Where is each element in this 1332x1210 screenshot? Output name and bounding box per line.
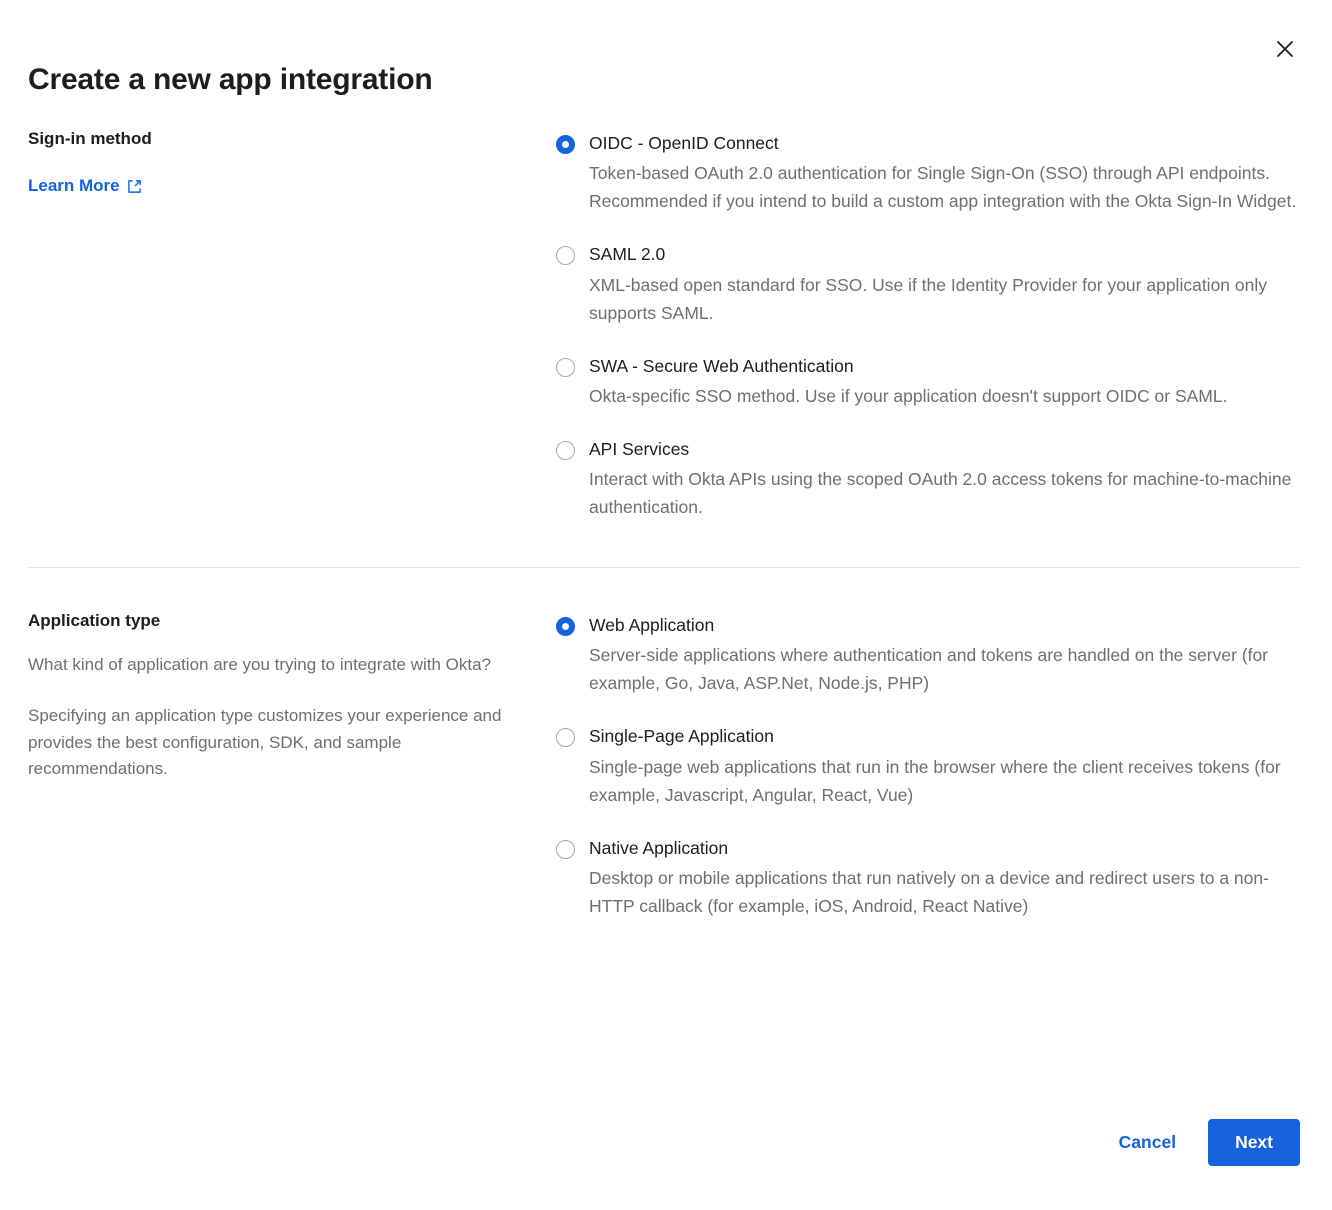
radio-option-title: OIDC - OpenID Connect	[589, 133, 779, 153]
radio-option-description: Desktop or mobile applications that run natively on a device and redirect users to a non-HTTP callback (for example, iOS, Android, React Native)	[589, 867, 1269, 916]
external-link-icon	[127, 179, 142, 194]
radio-option-swa[interactable]	[556, 353, 1300, 410]
application-type-section	[0, 610, 1332, 920]
radio-option-description: XML-based open standard for SSO. Use if the Identity Provider for your application only supports SAML.	[589, 274, 1267, 323]
radio-option-title: API Services	[589, 438, 690, 459]
cancel-button[interactable]: Cancel	[1115, 1124, 1180, 1161]
learn-more-label: Learn More	[28, 176, 120, 196]
application-type-label: Application type	[28, 611, 161, 630]
sign-in-method-section	[0, 128, 1332, 521]
application-type-info	[28, 610, 556, 920]
section-divider	[28, 567, 1300, 568]
application-type-options	[556, 610, 1300, 920]
radio-option-web-application[interactable]	[556, 612, 1300, 697]
radio-icon[interactable]	[556, 728, 575, 747]
application-type-description-2: Specifying an application type customizes your experience and provides the best configuration, SDK, and sample recommendations.	[28, 706, 502, 779]
radio-option-description: Single-page web applications that run in the browser where the client receives tokens (for example, Javascript, Angular, React, Vue)	[589, 756, 1281, 805]
radio-option-saml[interactable]	[556, 241, 1300, 326]
radio-option-title: Native Application	[589, 837, 729, 858]
radio-option-oidc[interactable]	[556, 130, 1300, 215]
radio-option-title: SWA - Secure Web Authentication	[589, 355, 854, 376]
radio-option-description: Token-based OAuth 2.0 authentication for Single Sign-On (SSO) through API endpoints. Recommended if you intend to build a custom app integration with the Okta Sign-In Widget.	[589, 163, 1297, 212]
radio-option-api-services[interactable]	[556, 436, 1300, 521]
radio-icon[interactable]	[556, 441, 575, 460]
dialog-footer	[1115, 1119, 1300, 1166]
radio-option-single-page-application[interactable]	[556, 723, 1300, 808]
radio-option-description: Interact with Okta APIs using the scoped OAuth 2.0 access tokens for machine-to-machine authentication.	[589, 469, 1292, 517]
radio-option-native-application[interactable]	[556, 835, 1300, 920]
radio-icon[interactable]	[556, 135, 575, 154]
radio-icon[interactable]	[556, 617, 575, 636]
sign-in-method-label: Sign-in method	[28, 129, 152, 148]
close-icon[interactable]	[1270, 34, 1300, 64]
learn-more-link[interactable]	[28, 176, 142, 196]
sign-in-method-options	[556, 128, 1300, 521]
radio-option-title: Single-Page Application	[589, 726, 774, 747]
radio-icon[interactable]	[556, 246, 575, 265]
radio-icon[interactable]	[556, 358, 575, 377]
sign-in-method-info	[28, 128, 556, 521]
radio-option-description: Server-side applications where authentication and tokens are handled on the server (for example, Go, Java, ASP.Net, Node.js, PHP)	[589, 645, 1269, 694]
application-type-description-1: What kind of application are you trying to integrate with Okta?	[28, 655, 492, 675]
next-button[interactable]: Next	[1208, 1119, 1300, 1166]
radio-option-description: Okta-specific SSO method. Use if your application doesn't support OIDC or SAML.	[589, 385, 1228, 406]
page-title: Create a new app integration	[28, 63, 433, 96]
radio-option-title: Web Application	[589, 615, 715, 635]
radio-option-title: SAML 2.0	[589, 244, 666, 265]
radio-icon[interactable]	[556, 840, 575, 859]
